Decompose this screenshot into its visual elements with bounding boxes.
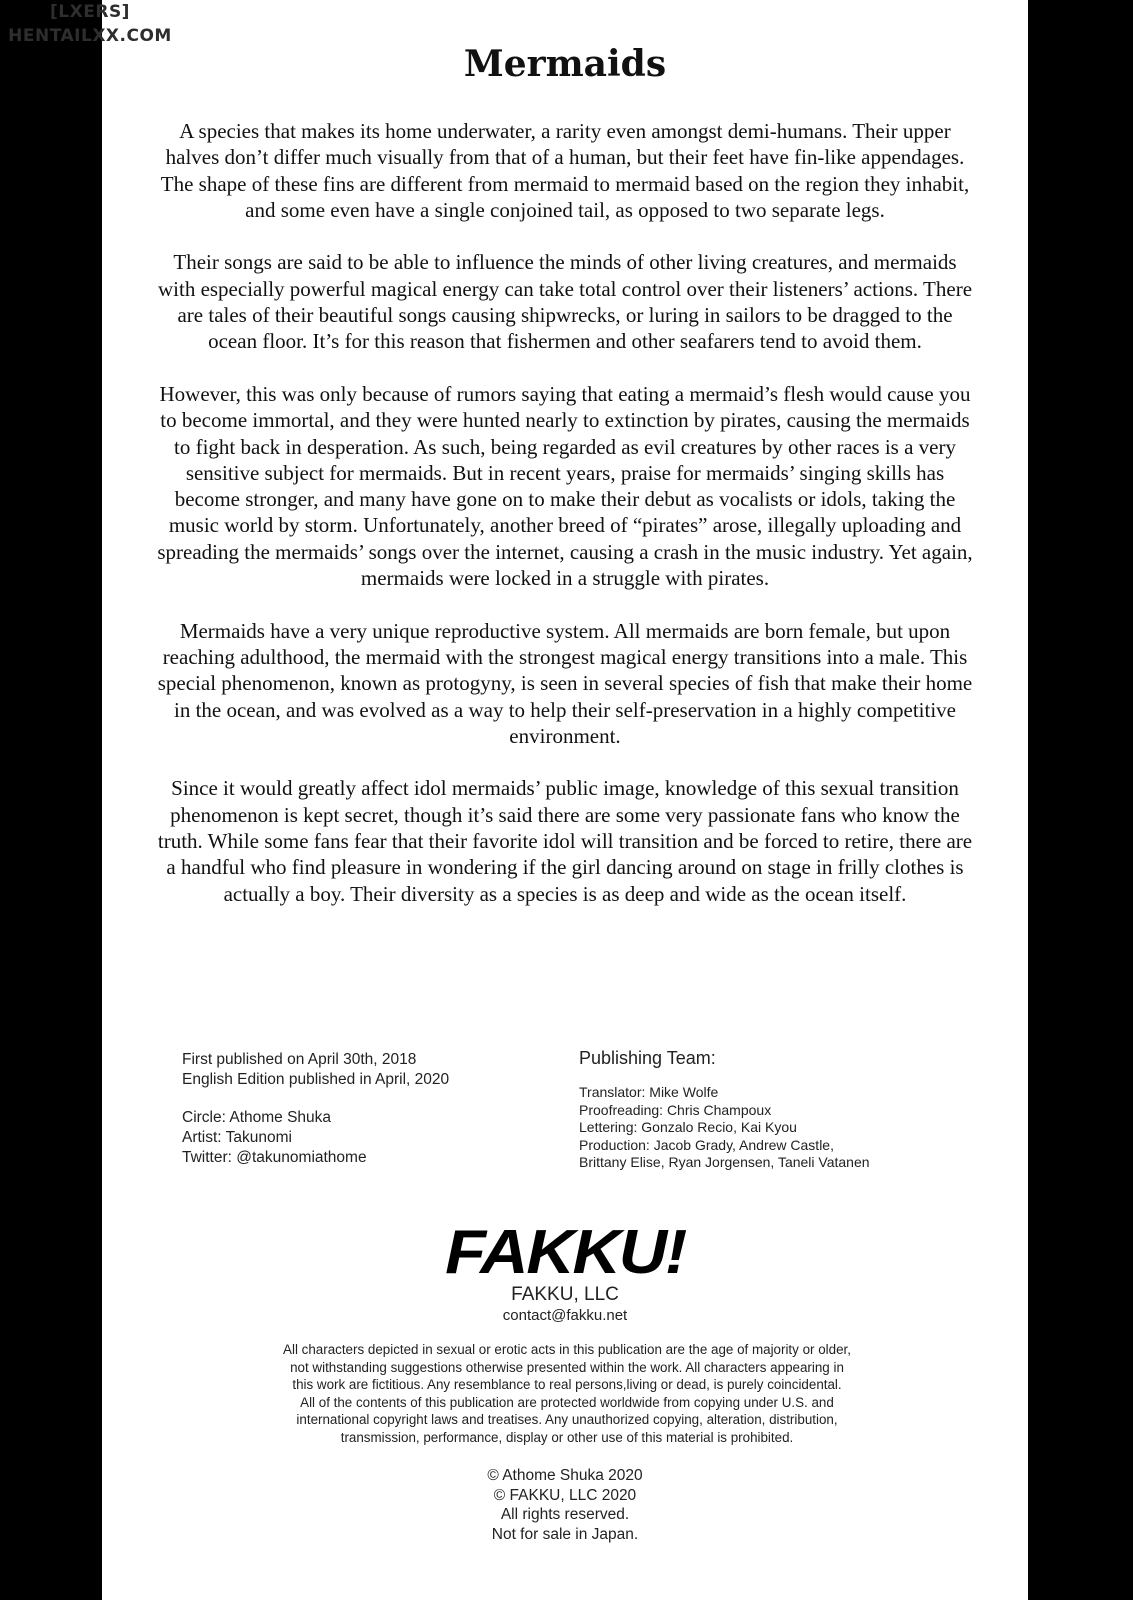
paragraph-3: However, this was only because of rumors saying that eating a mermaid’s flesh would cause you to become immortal, and they were hunted nearly to extinction by pirates, causing the mermaids to fight back in desperation. As such, being regarded as evil creatures by other races is a very sensitive subject for mermaids. But in recent years, praise for mermaids’ singing skills has become stronger, and many have gone on to make their debut as vocalists or idols, taking the music world by storm. Unfortunately, another breed of “pirates” arose, illegally uploading and spreading the mermaids’ songs over the internet, causing a crash in the music industry. Yet again, mermaids were locked in a struggle with pirates. — [157, 381, 973, 591]
publisher-block — [102, 1220, 1028, 1325]
publishing-team — [579, 1046, 999, 1172]
disclaimer-line: international copyright laws and treatises. Any unauthorized copying, alteration, distribution, — [296, 1412, 838, 1427]
publishing-team-title: Publishing Team: — [579, 1048, 716, 1068]
copyright-line-1: © Athome Shuka 2020 — [487, 1467, 643, 1484]
page — [102, 0, 1028, 1600]
disclaimer-line: transmission, performance, display or other use of this material is prohibited. — [340, 1429, 794, 1445]
circle: Circle: Athome Shuka — [182, 1109, 332, 1126]
english-edition: English Edition published in April, 2020 — [182, 1071, 450, 1088]
copyright-line-4: Not for sale in Japan. — [491, 1525, 639, 1543]
fakku-logo: FAKKU! — [445, 1218, 685, 1287]
page-title: Mermaids — [463, 43, 667, 85]
copyright-block — [102, 1466, 1028, 1544]
company-name: FAKKU, LLC — [511, 1284, 619, 1305]
watermark — [0, 0, 180, 48]
disclaimer-line: All characters depicted in sexual or erotic acts in this publication are the age of majority or older, — [283, 1342, 851, 1357]
paragraph-4: Mermaids have a very unique reproductive system. All mermaids are born female, but upon reaching adulthood, the mermaid with the strongest magical energy transitions into a male. This special phenomenon, known as protogyny, is seen in several species of fish that make their home in the ocean, and was evolved as a way to help their self-preservation in a highly competitive environment. — [157, 618, 973, 748]
contact-email: contact@fakku.net — [502, 1307, 628, 1324]
first-published: First published on April 30th, 2018 — [182, 1051, 417, 1068]
disclaimer — [212, 1341, 922, 1446]
artist: Artist: Takunomi — [182, 1129, 292, 1146]
disclaimer-line: not withstanding suggestions otherwise presented within the work. All characters appearing in — [290, 1359, 844, 1375]
paragraph-2: Their songs are said to be able to influence the minds of other living creatures, and mermaids with especially powerful magical energy can take total control over their listeners’ actions. There are tales of their beautiful songs causing shipwrecks, or luring in sailors to be dragged to the ocean floor. It’s for this reason that fishermen and other seafarers tend to avoid them. — [157, 250, 973, 354]
copyright-line-2: © FAKKU, LLC 2020 — [493, 1486, 637, 1504]
watermark-line-1: [LXERS] — [50, 2, 130, 22]
disclaimer-line: All of the contents of this publication are protected worldwide from copying under U.S. and — [300, 1394, 834, 1410]
translator: Translator: Mike Wolfe — [579, 1084, 719, 1100]
twitter: Twitter: @takunomiathome — [182, 1149, 367, 1166]
paragraph-5: Since it would greatly affect idol mermaids’ public image, knowledge of this sexual transition phenomenon is kept secret, though it’s said there are some very passionate fans who know the truth. While some fans fear that their favorite idol will transition and be forced to retire, there are a handful who find pleasure in wondering if the girl dancing around on stage in frilly clothes is actually a boy. Their diversity as a species is as deep and wide as the ocean itself. — [157, 776, 973, 906]
publication-info — [182, 1050, 562, 1168]
lettering: Lettering: Gonzalo Recio, Kai Kyou — [579, 1119, 797, 1135]
production-line-1: Production: Jacob Grady, Andrew Castle, — [579, 1136, 834, 1153]
production-line-2: Brittany Elise, Ryan Jorgensen, Taneli Vatanen — [579, 1154, 870, 1170]
watermark-line-2: HENTAILXX.COM — [8, 26, 172, 46]
proofreading: Proofreading: Chris Champoux — [579, 1101, 772, 1118]
article-body — [157, 118, 973, 933]
copyright-line-3: All rights reserved. — [500, 1506, 630, 1524]
paragraph-1: A species that makes its home underwater, a rarity even amongst demi-humans. Their upper halves don’t differ much visually from that of a human, but their feet have fin-like appendages. The shape of these fins are different from mermaid to mermaid based on the region they inhabit, and some even have a single conjoined tail, as opposed to two separate legs. — [160, 119, 970, 222]
disclaimer-line: this work are fictitious. Any resemblance to real persons,living or dead, is purely coincidental. — [292, 1377, 842, 1392]
